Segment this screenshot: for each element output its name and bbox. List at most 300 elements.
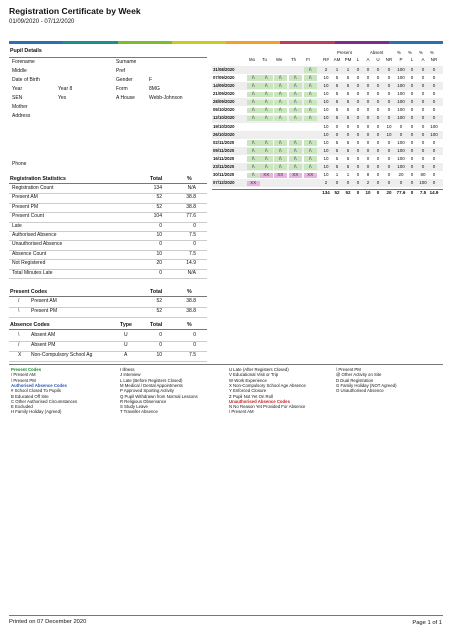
legend-item: \ Present PM (11, 377, 36, 383)
day-mark: /\ (308, 107, 312, 113)
week-value: 0 (346, 180, 350, 186)
week-value: 0 (387, 83, 391, 88)
legend-item: # School Closed To Pupils (11, 388, 61, 394)
legend-item: W Work Experience (229, 377, 267, 383)
week-value: 10 (323, 131, 329, 137)
day-mark: /\ (264, 155, 268, 161)
strip-segment (63, 41, 117, 44)
day-mark: /\ (308, 91, 312, 97)
stats-col-pct: % (187, 176, 192, 182)
week-total: 14.9 (429, 189, 439, 195)
week-value: 20 (398, 172, 404, 178)
week-value: 5 (346, 139, 350, 145)
week-value: 80 (420, 172, 426, 178)
week-value: 0 (387, 115, 391, 121)
day-mark: /\ (278, 139, 282, 145)
day-mark: /\ (264, 164, 268, 169)
week-value: 1 (346, 172, 350, 178)
week-value: 0 (410, 91, 414, 97)
week-value: 10 (323, 164, 329, 169)
stat-total: 52 (156, 194, 162, 201)
week-value: 0 (376, 155, 380, 161)
week-value: 0 (421, 99, 425, 105)
stat-label: Registration Count (12, 185, 54, 191)
day-mark: /\ (251, 155, 255, 161)
code-pct: 38.8 (186, 308, 196, 314)
legend-item: L Late (Before Registers Closed) (120, 377, 183, 383)
week-value: 5 (335, 147, 339, 153)
day-mark: /\ (308, 164, 312, 169)
week-value: 1 (335, 66, 339, 72)
week-date: 05/10/2020 (213, 107, 235, 113)
divider (9, 296, 207, 297)
report-date-range: 01/09/2020 - 07/12/2020 (9, 19, 75, 25)
week-date: 09/11/2020 (213, 147, 235, 153)
week-value: 5 (346, 91, 350, 97)
week-value: 0 (410, 155, 414, 161)
week-value: 0 (376, 139, 380, 145)
row-divider (9, 317, 207, 318)
legend-item: N No Reason Yet Provided For Absence (229, 404, 306, 410)
day-mark: /\ (293, 107, 297, 113)
week-value: 0 (356, 139, 360, 145)
week-value: 0 (421, 91, 425, 97)
week-value: 0 (387, 74, 391, 80)
week-value: 0 (432, 83, 436, 88)
stat-total: 52 (156, 203, 162, 210)
legend-item: G Family Holiday (NOT Agreed) (336, 382, 397, 388)
day-mark: /\ (264, 99, 268, 105)
column-header: P (399, 57, 403, 62)
strip-segment (335, 41, 389, 44)
pupil-field-label: Gender (116, 77, 133, 83)
legend-item: H Family Holiday (Agreed) (11, 409, 62, 415)
week-value: 5 (346, 115, 350, 121)
row-divider (9, 278, 207, 279)
code-pct: 0 (193, 332, 196, 338)
week-value: 0 (376, 180, 380, 186)
week-value: 0 (376, 172, 380, 178)
stat-label: Present PM (12, 203, 39, 210)
day-mark: /\ (251, 91, 255, 97)
week-value: 0 (399, 123, 403, 129)
week-value: 100 (397, 107, 405, 113)
stat-label: Late (12, 222, 22, 229)
week-value: 0 (410, 139, 414, 145)
week-value: 0 (421, 139, 425, 145)
week-value: 0 (421, 83, 425, 88)
pupil-field-label: Forename (12, 59, 35, 65)
day-mark: /\ (251, 115, 255, 121)
day-mark: /\ (264, 91, 268, 97)
week-value: 0 (376, 66, 380, 72)
week-value: 5 (335, 139, 339, 145)
stat-pct: 0 (193, 222, 196, 229)
stat-total: 0 (159, 269, 162, 276)
legend-item: D Dual Registration (336, 377, 374, 383)
week-value: 0 (366, 83, 370, 88)
week-value: 0 (399, 180, 403, 186)
day-mark: /\ (293, 115, 297, 121)
week-value: 0 (387, 155, 391, 161)
column-header: U (376, 57, 380, 62)
week-value: 0 (366, 147, 370, 153)
stat-label: Total Minutes Late (12, 269, 53, 276)
code-pct: 7.5 (189, 352, 196, 358)
divider (9, 183, 207, 184)
week-value: 0 (421, 131, 425, 137)
day-mark: /\ (293, 155, 297, 161)
day-header: Th (291, 57, 297, 62)
code-symbol: X (18, 352, 22, 358)
pupil-field-value: Webb-Johnson (149, 95, 183, 101)
day-mark: /\ (278, 107, 282, 113)
week-value: 2 (366, 180, 370, 186)
week-value: 0 (376, 99, 380, 105)
day-mark: /\ (251, 139, 255, 145)
day-mark: /\ (264, 83, 268, 88)
week-value: 0 (410, 115, 414, 121)
week-value: 5 (346, 99, 350, 105)
day-mark: /\ (308, 147, 312, 153)
day-header: We (276, 57, 283, 62)
week-value: 100 (397, 66, 405, 72)
week-value: 0 (346, 131, 350, 137)
code-label: Absent PM (31, 342, 56, 348)
pupil-field-label: A House (116, 95, 135, 101)
week-value: 0 (421, 147, 425, 153)
code-total: 52 (156, 298, 162, 304)
week-date: 16/11/2020 (213, 155, 235, 161)
stat-total: 134 (153, 185, 162, 191)
code-label: Absent AM (31, 332, 56, 338)
week-value: 0 (410, 107, 414, 113)
week-value: 10 (323, 147, 329, 153)
day-mark: /\ (264, 74, 268, 80)
stats-col-total: Total (150, 176, 163, 182)
day-mark: /\ (293, 99, 297, 105)
column-header: NR (385, 57, 393, 62)
week-value: 0 (387, 147, 391, 153)
week-total: 0 (356, 189, 360, 195)
day-mark: /\ (293, 74, 297, 80)
week-value: 5 (335, 155, 339, 161)
week-value: 10 (323, 155, 329, 161)
week-value: 0 (421, 66, 425, 72)
strip-segment (226, 41, 280, 44)
week-date: 26/10/2020 (213, 131, 235, 137)
legend-item: J Interview (120, 372, 141, 378)
code-pct: 38.8 (186, 298, 196, 304)
day-mark: /\ (278, 91, 282, 97)
strip-segment (280, 41, 334, 44)
day-mark: /\ (308, 155, 312, 161)
day-mark: /\ (308, 66, 312, 72)
day-mark: /\ (293, 139, 297, 145)
code-type: U (124, 342, 128, 348)
week-date: 12/10/2020 (213, 115, 235, 121)
stat-pct: 14.9 (186, 260, 196, 267)
stat-label: Authorised Absence (12, 232, 57, 238)
day-mark: /\ (251, 172, 255, 178)
week-value: 0 (432, 99, 436, 105)
grid-header: Present (337, 50, 352, 55)
week-value: 5 (335, 74, 339, 80)
week-value: 0 (356, 83, 360, 88)
week-value: 0 (421, 164, 425, 169)
day-mark: /\ (308, 139, 312, 145)
stat-label: Not Registered (12, 260, 46, 267)
column-header: A (366, 57, 370, 62)
week-value: 0 (387, 107, 391, 113)
week-value: 100 (397, 147, 405, 153)
strip-segment (118, 41, 172, 44)
week-value: 100 (430, 131, 438, 137)
week-value: 0 (387, 164, 391, 169)
week-value: 0 (432, 74, 436, 80)
week-value: 0 (366, 66, 370, 72)
week-value: 0 (366, 99, 370, 105)
week-value: 0 (356, 115, 360, 121)
day-mark: /\ (251, 107, 255, 113)
stat-pct: N/A (187, 269, 196, 276)
week-value: 0 (366, 139, 370, 145)
pupil-field-label: Address (12, 113, 31, 119)
week-value: 0 (366, 123, 370, 129)
week-value: 0 (366, 131, 370, 137)
code-total: 10 (156, 352, 162, 358)
day-mark: XX (277, 172, 284, 178)
week-date: 31/08/2020 (213, 66, 235, 72)
stat-pct: 7.5 (189, 232, 196, 238)
week-value: 0 (376, 164, 380, 169)
week-value: 0 (410, 123, 414, 129)
week-value: 0 (356, 74, 360, 80)
week-value: 0 (387, 172, 391, 178)
legend-item: X Non-Compulsory School Age Absence (229, 382, 306, 388)
week-value: 0 (387, 180, 391, 186)
column-header: R# (323, 57, 329, 62)
day-mark: /\ (308, 99, 312, 105)
stat-total: 104 (153, 213, 162, 220)
week-value: 0 (366, 115, 370, 121)
column-header: A (421, 57, 425, 62)
pupil-field-label: Date of Birth (12, 77, 40, 83)
week-value: 0 (410, 99, 414, 105)
week-total: 52 (345, 189, 351, 195)
week-value: 10 (323, 107, 329, 113)
week-value: 100 (397, 74, 405, 80)
pupil-field-label: Surname (116, 59, 137, 65)
week-value: 0 (432, 139, 436, 145)
day-header: Mo (249, 57, 255, 62)
stat-pct: 38.8 (186, 194, 196, 201)
week-value: 1 (346, 66, 350, 72)
day-mark: XX (263, 172, 270, 178)
stat-pct: 77.6 (186, 213, 196, 220)
week-value: 0 (335, 131, 339, 137)
stat-pct: N/A (187, 185, 196, 191)
absence-codes-heading: Absence Codes (10, 322, 50, 328)
pupil-field-label: Year (12, 86, 23, 92)
row-divider (9, 222, 207, 223)
week-date: 07/12/2020 (213, 180, 235, 186)
stat-pct: 38.8 (186, 203, 196, 210)
day-mark: /\ (251, 74, 255, 80)
week-value: 0 (387, 66, 391, 72)
day-mark: /\ (308, 83, 312, 88)
code-type: U (124, 332, 128, 338)
legend-item: T Traveller Absence (120, 409, 158, 415)
pupil-field-value: Yes (58, 95, 67, 101)
day-mark: /\ (264, 139, 268, 145)
week-date: 21/09/2020 (213, 91, 235, 97)
week-value: 0 (387, 99, 391, 105)
stat-label: Present AM (12, 194, 38, 201)
divider (9, 329, 207, 330)
divider (9, 364, 443, 365)
week-value: 0 (356, 99, 360, 105)
week-value: 10 (386, 123, 392, 129)
week-date: 14/09/2020 (213, 83, 235, 88)
week-value: 0 (376, 131, 380, 137)
week-value: 0 (421, 155, 425, 161)
week-value: 10 (323, 91, 329, 97)
week-value: 0 (399, 131, 403, 137)
week-value: 2 (324, 180, 328, 186)
legend-item: Unauthorised Absence Codes (229, 398, 290, 404)
week-date: 02/11/2020 (213, 139, 235, 145)
code-total: 0 (159, 332, 162, 338)
grid-header: % (408, 50, 412, 55)
week-value: 0 (432, 66, 436, 72)
grid-header: % (430, 50, 434, 55)
day-mark: /\ (264, 115, 268, 121)
day-mark: /\ (264, 107, 268, 113)
code-symbol: \ (18, 332, 20, 338)
strip-segment (172, 41, 226, 44)
week-total: 134 (322, 189, 330, 195)
week-value: 100 (397, 99, 405, 105)
day-mark: /\ (278, 155, 282, 161)
day-mark: /\ (278, 99, 282, 105)
week-value: 0 (432, 147, 436, 153)
code-symbol: / (18, 342, 20, 348)
week-value: 0 (366, 164, 370, 169)
week-value: 0 (432, 155, 436, 161)
column-header: AM (333, 57, 341, 62)
legend-item: C Other Authorised Circumstances (11, 398, 78, 404)
week-date: 07/09/2020 (213, 74, 235, 80)
week-value: 0 (335, 123, 339, 129)
week-value: 0 (387, 91, 391, 97)
week-value: 0 (366, 155, 370, 161)
week-date: 19/10/2020 (213, 123, 235, 129)
pupil-field-label: Form (116, 86, 128, 92)
legend-item: V Educational Visit or Trip (229, 372, 279, 378)
day-mark: /\ (293, 91, 297, 97)
strip-segment (389, 41, 443, 44)
week-value: 0 (376, 107, 380, 113)
week-value: 10 (323, 74, 329, 80)
day-mark: /\ (278, 74, 282, 80)
day-header: Tu (262, 57, 267, 62)
week-value: 0 (432, 172, 436, 178)
day-mark: /\ (293, 83, 297, 88)
pupil-field-label: Middle (12, 68, 27, 74)
stat-pct: 0 (193, 241, 196, 248)
legend-item: \ Present PM (336, 367, 361, 372)
pupil-details-heading: Pupil Details (10, 48, 42, 54)
stat-label: Present Count (12, 213, 44, 220)
day-mark: /\ (278, 115, 282, 121)
divider (9, 57, 207, 58)
week-value: 10 (323, 123, 329, 129)
week-value: 0 (356, 107, 360, 113)
legend-item: B Educated Off Site (11, 393, 49, 399)
day-mark: /\ (251, 83, 255, 88)
week-value: 5 (346, 164, 350, 169)
week-date: 23/11/2020 (213, 164, 235, 169)
day-mark: /\ (264, 147, 268, 153)
week-value: 0 (410, 74, 414, 80)
week-value: 0 (366, 91, 370, 97)
week-value: 100 (397, 115, 405, 121)
day-header: Fr (306, 57, 311, 62)
day-mark: /\ (278, 164, 282, 169)
week-value: 0 (376, 147, 380, 153)
week-value: 0 (376, 91, 380, 97)
day-mark: /\ (293, 147, 297, 153)
week-total: 7.5 (419, 189, 427, 195)
present-col-pct: % (187, 289, 192, 295)
week-value: 0 (421, 115, 425, 121)
week-value: 0 (421, 107, 425, 113)
code-total: 52 (156, 308, 162, 314)
row-divider (9, 361, 207, 362)
stat-total: 20 (156, 260, 162, 267)
grid-header: % (419, 50, 423, 55)
day-mark: /\ (308, 115, 312, 121)
week-value: 0 (356, 91, 360, 97)
week-value: 0 (356, 172, 360, 178)
week-value: 0 (356, 180, 360, 186)
day-mark: /\ (251, 164, 255, 169)
pupil-field-value: F (149, 77, 153, 83)
week-value: 0 (356, 123, 360, 129)
code-pct: 0 (193, 342, 196, 348)
week-value: 100 (397, 139, 405, 145)
legend-item: Present Codes (11, 367, 42, 372)
week-value: 5 (335, 99, 339, 105)
day-mark: /\ (278, 83, 282, 88)
week-value: 5 (346, 155, 350, 161)
stat-total: 0 (159, 222, 162, 229)
week-value: 0 (335, 180, 339, 186)
week-value: 100 (397, 91, 405, 97)
stats-heading: Registration Statistics (10, 176, 66, 182)
day-mark: XX (307, 172, 314, 178)
week-value: 0 (376, 115, 380, 121)
day-mark: XX (292, 172, 299, 178)
stat-total: 0 (159, 241, 162, 248)
week-value: 1 (335, 172, 339, 178)
grid-header: Absent (370, 50, 384, 55)
week-value: 0 (376, 74, 380, 80)
week-value: 5 (346, 107, 350, 113)
week-total: 77.6 (396, 189, 406, 195)
day-mark: /\ (308, 74, 312, 80)
